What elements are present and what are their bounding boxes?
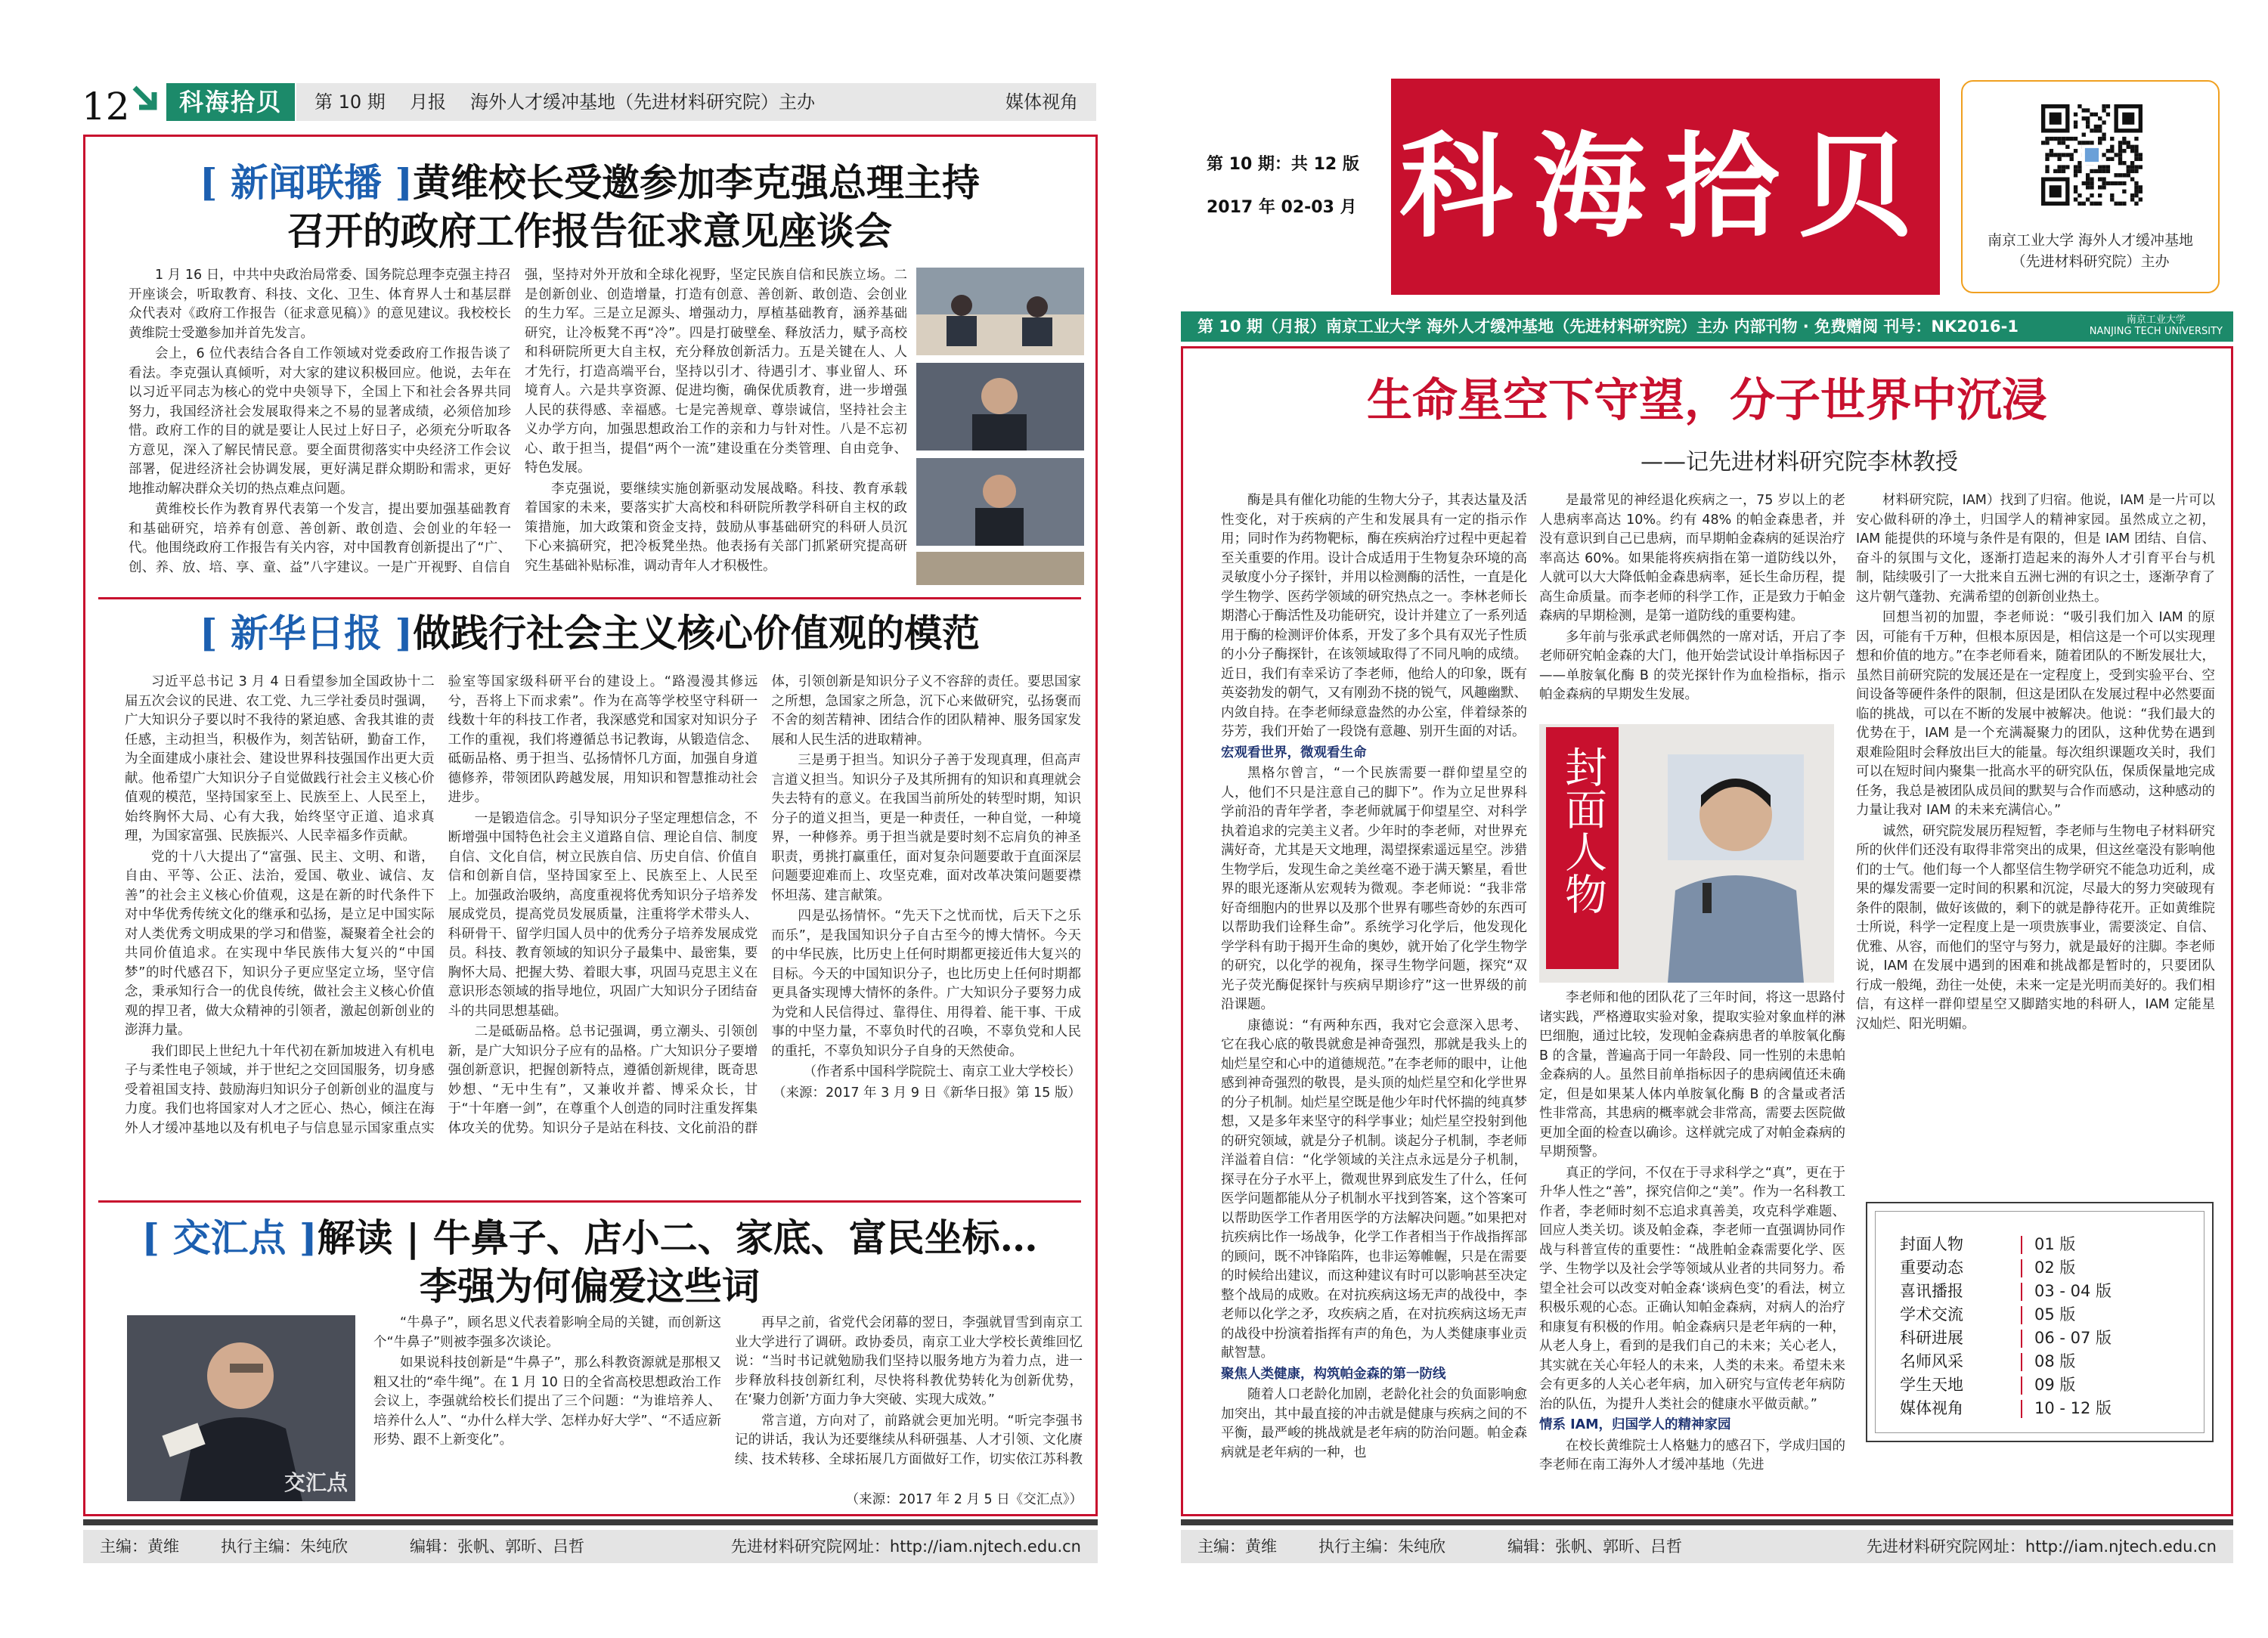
subheading: 宏观看世界，微观看生命 <box>1221 745 1367 760</box>
qr-caption-line1: 南京工业大学 海外人才缓冲基地 <box>1987 232 2194 249</box>
toc-item-name: 封面人物 <box>1900 1235 1963 1253</box>
footer-editors: 编辑：张帆、郭昕、吕哲 <box>410 1537 584 1556</box>
article2-source: （来源：2017 年 3 月 9 日《新华日报》第 15 版） <box>772 1085 1081 1101</box>
article2-tag: [ 新华日报 ] <box>199 611 414 655</box>
paragraph: 我们即民上世纪九十年代初在新加坡进入有机电子与柔性电子领域，并于世纪之交回国服务，切身感受着祖国支持、鼓励海归知识分子创新创业的温度与力度。我们也将国家对人才之匠心、热心，倾注在海外人才缓冲基地以及有机电子与信息显示国家重点实验室等国家级科研平台的建设上。“路漫漫其修远兮，吾将上下而求索”。作为在高等学校坚守科研一线数十年的科技工作者，我深感党和国家对知识分子工作的重视，我们将遵循总书记教诲，从锻造信念、砥砺品格、勇于担当、弘扬情怀几方面，加强自身道德修养，带领团队跨越发展，用知识和智慧推动社会进步。 <box>125 674 758 1136</box>
toc-separator <box>2021 1353 2022 1371</box>
publication-bar <box>1181 311 2233 342</box>
footer-website: 先进材料研究院网址：http://iam.njtech.edu.cn <box>1866 1537 2217 1556</box>
toc-item <box>1900 1280 2204 1303</box>
toc-item-pages: 06 - 07 版 <box>2034 1329 2112 1347</box>
toc-item-pages: 01 版 <box>2034 1235 2076 1253</box>
paragraph: 酶是具有催化功能的生物大分子，其表达量及活性变化，对于疾病的产生和发展具有一定的指示作用；同时作为药物靶标，酶在疾病治疗过程中更起着至关重要的作用。设计合成适用于生物复杂环境的高灵敏度小分子探针，并用以检测酶的活性，一直是化学生物学、医药学领域的研究热点之一。李林老师长期潜心于酶活性及功能研究，设计并建立了一系列适用于酶的检测评价体系，开发了多个具有双光子性质的小分子酶探针，在该领域取得了不同凡响的成绩。近日，我们有幸采访了李老师，他给人的印象，既有英姿勃发的朝气，又有刚劲不挠的锐气，风趣幽默、内敛自持。在李老师绿意盎然的办公室，伴着绿茶的芬芳，我们开始了一段饶有意趣、别开生面的对话。 <box>1221 493 1527 739</box>
paragraph: 黑格尔曾言，“一个民族需要一群仰望星空的人，他们不只是注意自己的脚下”。作为立足世界科学前沿的青年学者，李老师就属于仰望星空、对科学执着追求的完美主义者。少年时的李老师，对世界充满好奇，尤其是天文地理，渴望探索遥远星空。涉猎生物学后，发现生命之美丝毫不逊于满天繁星，看世界的眼光逐渐从宏观转为微观。李老师说：“我非常好奇细胞内的世界以及那个世界有哪些奇妙的东西可以帮助我们诠释生命”。系统学习化学后，他发现化学学科有助于揭开生命的奥妙，就开始了化学生物学的研究，以化学的视角，探寻生物学问题，探究“双光子荧光酶促探针与疾病早期诊疗”这一世界级的前沿课题。 <box>1221 766 1527 1012</box>
frequency-label: 月报 <box>410 91 446 113</box>
subheading: 聚焦人类健康，构筑帕金森的第一防线 <box>1221 1366 1446 1382</box>
article1-photo-1 <box>916 268 1084 355</box>
footer-exec-editor: 执行主编：朱纯欣 <box>1318 1537 1445 1556</box>
article2-author: （作者系中国科学院院士、南京工业大学校长） <box>803 1064 1081 1079</box>
toc-item <box>1900 1397 2204 1420</box>
organizer-label: 海外人才缓冲基地（先进材料研究院）主办 <box>470 91 815 113</box>
article1-photo-4 <box>916 552 1084 585</box>
footer-exec-editor: 执行主编：朱纯欣 <box>221 1537 348 1556</box>
article1-body <box>129 266 907 581</box>
subheading: 情系 IAM，归国学人的精神家园 <box>1539 1417 1731 1432</box>
cover-article-column-2-top <box>1539 491 1845 718</box>
paragraph: 李老师和他的团队花了三年时间，将这一思路付诸实践，严格遵取实验对象，提取实验对象血样的淋巴细胞，通过比较，发现帕金森病患者的单胺氧化酶 B 的含量，普遍高于同一年龄段、同一性别的未患帕金森病的人。虽然目前单指标因子的患病阈值还未确定，但是如果某人体内单胺氧化酶 B 的含量或者活性非常高，其患病的概率就会非常高，需要去医院做更加全面的检查以确诊。这样就完成了对帕金森病的早期预警。 <box>1539 990 1845 1160</box>
paragraph: 四是弘扬情怀。“先天下之忧而忧，后天下之乐而乐”，是我国知识分子自古至今的博大情怀。今天的中华民族，比历史上任何时期都更接近伟大复兴的目标。今天的中国知识分子，也比历史上任何时期都更具备实现博大情怀的条件。广大知识分子要努力成为党和人民信得过、靠得住、用得着、能干事、干成事的中坚力量，不辜负时代的召唤，不辜负党和人民的重托，不辜负知识分子自身的天然使命。 <box>771 909 1081 1059</box>
paragraph: 二是砥砺品格。总书记强调，勇立潮头、引领创新，是广大知识分子应有的品格。广大知识分子要增强创新意识，把握创新特点，遵循创新规律，既奇思妙想、“无中生有”，又兼收并蓄、博采众长，甘于“十年磨一剑”，在尊重个人创造的同时注重发挥集体攻关的优势。知识分子是站在科技、文化前沿的群体，引领创新是知识分子义不容辞的责任。要思国家之所想，急国家之所急，沉下心来做研究，弘扬褒而不舍的刻苦精神、团结合作的团队精神、服务国家发展和人民生活的进取精神。 <box>448 674 1081 1136</box>
qr-code-icon <box>2041 104 2143 206</box>
toc-item-pages: 03 - 04 版 <box>2034 1282 2112 1300</box>
table-of-contents <box>1866 1202 2214 1442</box>
page-number: 12 <box>82 85 130 129</box>
toc-item <box>1900 1233 2204 1256</box>
article2-title: 做践行社会主义核心价值观的模范 <box>413 611 981 655</box>
toc-item <box>1900 1256 2204 1280</box>
toc-item-pages: 09 版 <box>2034 1376 2076 1394</box>
paragraph: 多年前与张承武老师偶然的一席对话，开启了李老师研究帕金森的大门，他开始尝试设计单指标因子——单胺氧化酶 B 的荧光探针作为血检指标，指示帕金森病的早期发生发展。 <box>1539 629 1845 702</box>
photo-watermark: 交汇点 <box>284 1470 348 1495</box>
cover-article-column-2-bottom <box>1539 989 1845 1533</box>
toc-item <box>1900 1373 2204 1397</box>
cover-article-column-3 <box>1856 491 2215 1191</box>
toc-item-name: 学生天地 <box>1900 1376 1963 1394</box>
footer-editor: 主编：黄维 <box>100 1537 179 1556</box>
article1-photo-3 <box>916 458 1084 546</box>
toc-item-pages: 08 版 <box>2034 1352 2076 1370</box>
premier-photo-icon <box>916 458 1084 546</box>
paragraph: 随着人口老龄化加剧，老龄化社会的负面影响愈加突出，其中最直接的冲击就是健康与疾病之间的不平衡，最严峻的挑战就是老年病的防治问题。帕金森病就是老年病的一种，也 <box>1221 1387 1527 1460</box>
right-footer <box>1181 1530 2233 1563</box>
paragraph: 会上，6 位代表结合各自工作领域对党委政府工作报告谈了看法。李克强认真倾听，对大家的建议积极回应。他说，去年在以习近平同志为核心的党中央领导下，全国上下和社会各界共同努力，我国经济社会发展取得来之不易的显著成绩，必须倍加珍惜。政府工作的目的就是要让人民过上好日子，必须充分听取各方意见，深入了解民情民意。要全面贯彻落实中央经济工作会议部署，促进经济社会协调发展，更好满足群众期盼和需求，更好地推动解决群众关切的热点难点问题。 <box>129 346 511 497</box>
article2-headline <box>98 609 1081 658</box>
paragraph: 1 月 16 日，中共中央政治局常委、国务院总理李克强主持召开座谈会，听取教育、科技、文化、卫生、体育界人士和基层群众代表对《政府工作报告（征求意见稿）》的意见建议。我校校长黄维院士受邀参加并首先发言。 <box>129 268 511 341</box>
article1-title-line2: 召开的政府工作报告征求意见座谈会 <box>287 209 892 253</box>
issue-date: 2017 年 02-03 月 <box>1207 198 1357 217</box>
article3-title-line1: 解读 | 牛鼻子、店小二、家底、富民坐标… <box>317 1215 1038 1260</box>
paragraph: 是最常见的神经退化疾病之一，75 岁以上的老人患病率高达 10%。约有 48% 的帕金森患者，并没有意识到自己已患病，而早期帕金森病的延误治疗率高达 60%。如果能将疾病指在第一道防线以外，人就可以大大降低帕金森患病率，延长生命历程，提高生命质量。而李老师的科学工作，正是致力于帕金森病的早期检测，是第一道防线的重要构建。 <box>1539 493 1845 624</box>
cover-article-title: 生命星空下守望，分子世界中沉浸 <box>1367 374 2047 427</box>
article1-headline <box>98 159 1081 255</box>
toc-separator <box>2021 1283 2022 1301</box>
toc-item-name: 重要动态 <box>1900 1259 1963 1277</box>
article1-tag: [ 新闻联播 ] <box>199 160 414 205</box>
toc-item-name: 喜讯播报 <box>1900 1282 1963 1300</box>
qr-caption-line2: （先进材料研究院）主办 <box>2011 253 2170 270</box>
paragraph: 回想当初的加盟，李老师说：“吸引我们加入 IAM 的原因，可能有千万种，但根本原因是，相信这是一个可以实现理想和价值的地方。”在李老师看来，随着团队的不断发展壮大，虽然目前研究院的发展还是在一定程度上，受到实验平台、空间设备等硬件条件的限制，但这是团队在发展过程中必然要面临的挑战，可以在不断的发展中被解决。他说：“我们最大的优势在于，IAM 是一个充满凝聚力的团队，这种优势在遇到艰难险阻时会释放出巨大的能量。每次组织课题攻关时，我们可以在短时间内聚集一批高水平的研究队伍，保质保量地完成任务，我总是被团队成员间的默契与合作而感动，这种感动的力量让我对 IAM 的未来充满信心。” <box>1856 610 2215 818</box>
paragraph: 康德说：“有两种东西，我对它会意深入思考、它在我心底的敬畏就愈是神奇强烈，那就是我头上的灿烂星空和心中的道德规范。”在李老师的眼中，让他感到神奇强烈的敬畏，是头顶的灿烂星空和化学世界的分子机制。灿烂星空既是他少年时代怀揣的纯真梦想，又是多年来坚守的科学事业；灿烂星空投射到他的研究领域，就是分子机制。谈起分子机制，李老师洋溢着自信：“化学领域的关注点永远是分子机制，探寻在分子水平上，微观世界到底发生了什么，任何医学问题都能从分子机制水平找到答案，这个答案可以帮助医学工作者用医学的方法解决问题。”如果把对抗疾病比作一场战争，化学工作者相当于作战指挥部的顾问，既不冲锋陷阵，也非运筹帷幄，只是在需要的时候给出建议，而这种建议有时可以影响甚至决定整个战局的成败。在对抗疾病这场无声的战役中，李老师以化学之矛，攻疾病之盾，在对抗疾病这场无声的战役中扮演着指挥有声的角色，为人类健康事业贡献智慧。 <box>1221 1017 1527 1361</box>
article2-body <box>125 673 1081 1194</box>
article3-title-line2: 李强为何偏爱这些词 <box>420 1264 760 1308</box>
footer-rule <box>83 1519 1098 1525</box>
issue-label: 第 10 期 <box>314 91 386 113</box>
article-divider-2 <box>98 1200 1081 1203</box>
masthead-info <box>1207 151 1359 237</box>
paragraph: 一是锻造信念。引导知识分子坚定理想信念，不断增强中国特色社会主义道路自信、理论自信、制度自信、文化自信，树立民族自信、历史自信、价值自信和创新自信，坚持国家至上、民族至上、人民至上。加强政治吸纳，高度重视将优秀知识分子培养发展成党员，提高党员发展质量，注重将学术带头人、科研骨干、留学归国人员中的优秀分子培养发展成党员。科技、教育领域的知识分子最集中、最密集，要胸怀大局、把握大势、着眼大事，巩固马克思主义在意识形态领域的指导地位，巩固广大知识分子团结奋斗的共同思想基础。 <box>448 810 758 1019</box>
toc-separator <box>2021 1330 2022 1348</box>
article3-headline <box>98 1214 1081 1311</box>
paragraph: 诚然，研究院发展历程短暂，李老师与生物电子材料研究所的伙伴们还没有取得非常突出的成果，但这丝毫没有影响他们的士气。他们每一个人都坚信生物学研究不能急功近利，成果的爆发需要一定时间的积累和沉淀，尽最大的努力突破现有条件的限制，做好该做的，剩下的就是静待花开。正如黄维院士所说，科学一定程度上是一项贵族事业，需要淡定、自信、优雅、从容，而他们的坚守与努力，就是最好的注脚。李老师说，IAM 在发展中遇到的困难和挑战都是暂时的，只要团队行成一般绳，劲往一处使，未来一定是光明而美好的。我们相信，有这样一群仰望星空又脚踏实地的科研人，IAM 定能星汉灿烂、阳光明媚。 <box>1856 823 2215 1032</box>
toc-item-pages: 02 版 <box>2034 1259 2076 1277</box>
paragraph: 黄维校长作为教育界代表第一个发言，提出要加强基础教育和基础研究，培养有创意、善创新、敢创造、会创业的年轻一代。他围绕政府工作报告有关内容，对中国教育创新提出了“广、创、养、放、培、享、童、益”八字建议。一是广开视野、自信自强，坚持对外开放和全球化视野，坚定民族自信和民族立场。二是创新创业、创造增量，打造有创意、善创新、敢创造、会创业的生力军。三是立足源头、增强动力，厚植基础教育，涵养基础研究，让冷板凳不再“冷”。四是打破壁垒、释放活力，赋予高校和科研院所更大自主权，充分释放创新活力。五是关键在人、人才先行，打造高端平台，坚持以引才、待遇引才、事业留人、环境育人。六是共享资源、促进均衡，确保优质教育，进一步增强人民的获得感、幸福感。七是完善规章、尊崇诚信，坚持社会主义办学方向，加强思想政治工作的亲和力与针对性。八是不忘初心、敢于担当，提倡“两个一流”建设重在分类管理、自由竞争、特色发展。 <box>129 268 907 575</box>
footer-editor: 主编：黄维 <box>1198 1537 1277 1556</box>
paragraph: 在校长黄维院士人格魅力的感召下，学成归国的李老师在南工海外人才缓冲基地（先进 <box>1539 1438 1845 1472</box>
footer-editors: 编辑：张帆、郭昕、吕哲 <box>1507 1537 1682 1556</box>
toc-list <box>1875 1211 2204 1433</box>
footer-rule <box>1181 1519 2233 1525</box>
qr-caption <box>1963 230 2218 272</box>
toc-separator <box>2021 1236 2022 1254</box>
paragraph: 常言道，方向对了，前路就会更加光明。“听完李强书记的讲话，我认为还要继续从科研强基、人才引领、文化赓续、技术转移、全球拓展几方面做好工作，切实依江苏科教 <box>735 1413 1083 1467</box>
article3-source: （来源：2017 年 2 月 5 日《交汇点》） <box>845 1492 1083 1507</box>
toc-item-name: 学术交流 <box>1900 1305 1963 1324</box>
article-divider-1 <box>98 597 1081 599</box>
university-logo <box>2090 314 2223 337</box>
university-logo-cn: 南京工业大学 <box>2126 314 2186 326</box>
cover-person-tag <box>1546 727 1619 969</box>
paragraph: “牛鼻子”，顾名思义代表着影响全局的关键，而创新这个“牛鼻子”则被李强多次谈论。 <box>373 1315 721 1350</box>
toc-item-name: 科研进展 <box>1900 1329 1963 1347</box>
paragraph: 如果说科技创新是“牛鼻子”，那么科教资源就是那根又粗又壮的“牵牛绳”。在 1 月 10 日的全省高校思想政治工作会议上，李强就给校长们提出了三个问题：“为谁培养人、培养什么人”、“办什么样大学、怎样办好大学”、“不适应新形势、跟不上新变化”。 <box>373 1355 721 1448</box>
paragraph: 习近平总书记 3 月 4 日看望参加全国政协十二届五次会议的民进、农工党、九三学社委员时强调，广大知识分子要以时不我待的紧迫感、舍我其谁的责任感，主动担当，积极作为，刻苦钻研，勤奋工作，为全面建成小康社会、建设世界科技强国作出更大贡献。他希望广大知识分子自觉做践行社会主义核心价值观的模范，坚持国家至上、民族至上、人民至上，始终胸怀大局、心有大我，始终坚守正道、追求真理，为国家富强、民族振兴、人民幸福多作贡献。 <box>125 674 435 844</box>
cover-article-byline: ——记先进材料研究院李林教授 <box>1641 449 1958 475</box>
university-logo-en: NANJING TECH UNIVERSITY <box>2089 326 2223 337</box>
conference-photo-icon <box>916 552 1084 585</box>
toc-item <box>1900 1350 2204 1373</box>
section-label: 媒体视角 <box>1005 91 1078 113</box>
masthead-logo: 科海拾贝 <box>1391 79 1940 295</box>
toc-item-pages: 10 - 12 版 <box>2034 1399 2112 1417</box>
issue-total: 第 10 期：共 12 版 <box>1207 155 1359 174</box>
paragraph: 再早之前，省党代会闭幕的翌日，李强就冒雪到南京工业大学进行了调研。政协委员，南京工业大学校长黄维回忆说：“当时书记就勉励我们坚持以服务地方为着力点，进一步释放科技创新红利，尽快将科教优势转化为创新优势，在‘聚力创新’方面力争大突破、实现大成效。” <box>735 1315 1083 1407</box>
arrow-icon <box>130 83 163 116</box>
article3-photo <box>127 1315 355 1501</box>
cover-person-tag-text: 封面人物 <box>1558 745 1607 915</box>
paragraph: 真正的学问，不仅在于寻求科学之“真”，更在于升华人性之“善”，探究信仰之“美”。作为一名科教工作者，李老师时刻不忘追求真善美，攻克科学难题、回应人类关切。谈及帕金森，李老师一直强调协同作战与科普宣传的重要性：“战胜帕金森需要化学、医学、生物学以及社会学等领域从业者的共同努力。希望全社会可以改变对帕金森‘谈病色变’的看法，树立积极乐观的心态。正确认知帕金森病，对病人的治疗和康复有积极的作用。帕金森病只是老年病的一种，从老人身上，看到的是我们自己的未来；关心老人，其实就在关心年轻人的未来，人类的未来。希望未来会有更多的人关心老年病，加入研究与宣传老年病防治的队伍，为提升人类社会的健康水平做贡献。” <box>1539 1165 1845 1412</box>
article3-tag: [ 交汇点 ] <box>141 1215 318 1260</box>
article3-body <box>373 1314 1083 1489</box>
article1-photo-2 <box>916 363 1084 451</box>
qr-panel <box>1961 80 2220 293</box>
toc-separator <box>2021 1259 2022 1277</box>
article1-title-line1: 黄维校长受邀参加李克强总理主持 <box>413 160 981 205</box>
paragraph: 党的十八大提出了“富强、民主、文明、和谐，自由、平等、公正、法治，爱国、敬业、诚信、友善”的社会主义核心价值观，这是在新的时代条件下对中华优秀传统文化的继承和弘扬，是立足中国实际对人类优秀文明成果的学习和借鉴，凝聚着全社会的共同价值追求。在实现中华民族伟大复兴的“中国梦”的时代感召下，知识分子更应坚定立场，坚守信念，秉承知行合一的优良传统，做社会主义核心价值观的捍卫者，做大众精神的引领者，激起创新创业的澎湃力量。 <box>125 849 435 1038</box>
toc-item-pages: 05 版 <box>2034 1305 2076 1324</box>
toc-separator <box>2021 1306 2022 1324</box>
cover-article-column-1 <box>1221 491 1527 1533</box>
brand-label: 科海拾贝 <box>166 83 295 121</box>
meeting-photo-icon <box>916 268 1084 355</box>
paragraph: 李克强说，要继续实施创新驱动发展战略。科技、教育承载着国家的未来，要落实扩大高校和科研院所教学科研自主权的政策措施，加大政策和资金支持，鼓励从事基础研究的科研人员沉下心来搞研究，把冷板凳坐热。他表扬有关部门抓紧研究提高研究生基础补贴标准，调动青年人才积极性。 <box>525 481 907 574</box>
left-footer <box>83 1530 1098 1563</box>
toc-separator <box>2021 1376 2022 1395</box>
header-bar <box>296 83 1096 121</box>
toc-item-name: 名师风采 <box>1900 1352 1963 1370</box>
paragraph: 三是勇于担当。知识分子善于发现真理，但高声言道义担当。知识分子及其所拥有的知识和真理就会失去特有的意义。在我国当前所处的转型时期，知识分子的道义担当，更是一种责任，一种自觉，一种境界，一种修养。勇于担当就是要时刻不忘肩负的神圣职责，勇挑打赢重任，面对复杂问题要敢于直面深层问题要迎难而上、攻坚克难，面对改革决策问题要襟怀坦荡、建言献策。 <box>771 753 1081 903</box>
toc-item <box>1900 1303 2204 1327</box>
toc-item-name: 媒体视角 <box>1900 1399 1963 1417</box>
toc-item <box>1900 1327 2204 1350</box>
speaker-photo-icon <box>916 363 1084 451</box>
paragraph: 材料研究院，IAM）找到了归宿。他说，IAM 是一片可以安心做科研的净土，归国学人的精神家园。虽然成立之初，IAM 能提供的环境与条件是有限的，但是 IAM 团结、自信、奋斗的氛围与文化，逐渐打造起来的海外人才引育平台与机制，陆续吸引了一大批来自五洲七洲的有识之士，逐渐孕育了这片朝气蓬勃、充满希望的创新创业热土。 <box>1856 493 2215 605</box>
toc-separator <box>2021 1400 2022 1418</box>
publication-bar-text: 第 10 期（月报）南京工业大学 海外人才缓冲基地（先进材料研究院）主办 内部刊物 · 免费赠阅 刊号：NK2016-1 <box>1198 317 2019 336</box>
footer-website: 先进材料研究院网址：http://iam.njtech.edu.cn <box>730 1537 1081 1556</box>
